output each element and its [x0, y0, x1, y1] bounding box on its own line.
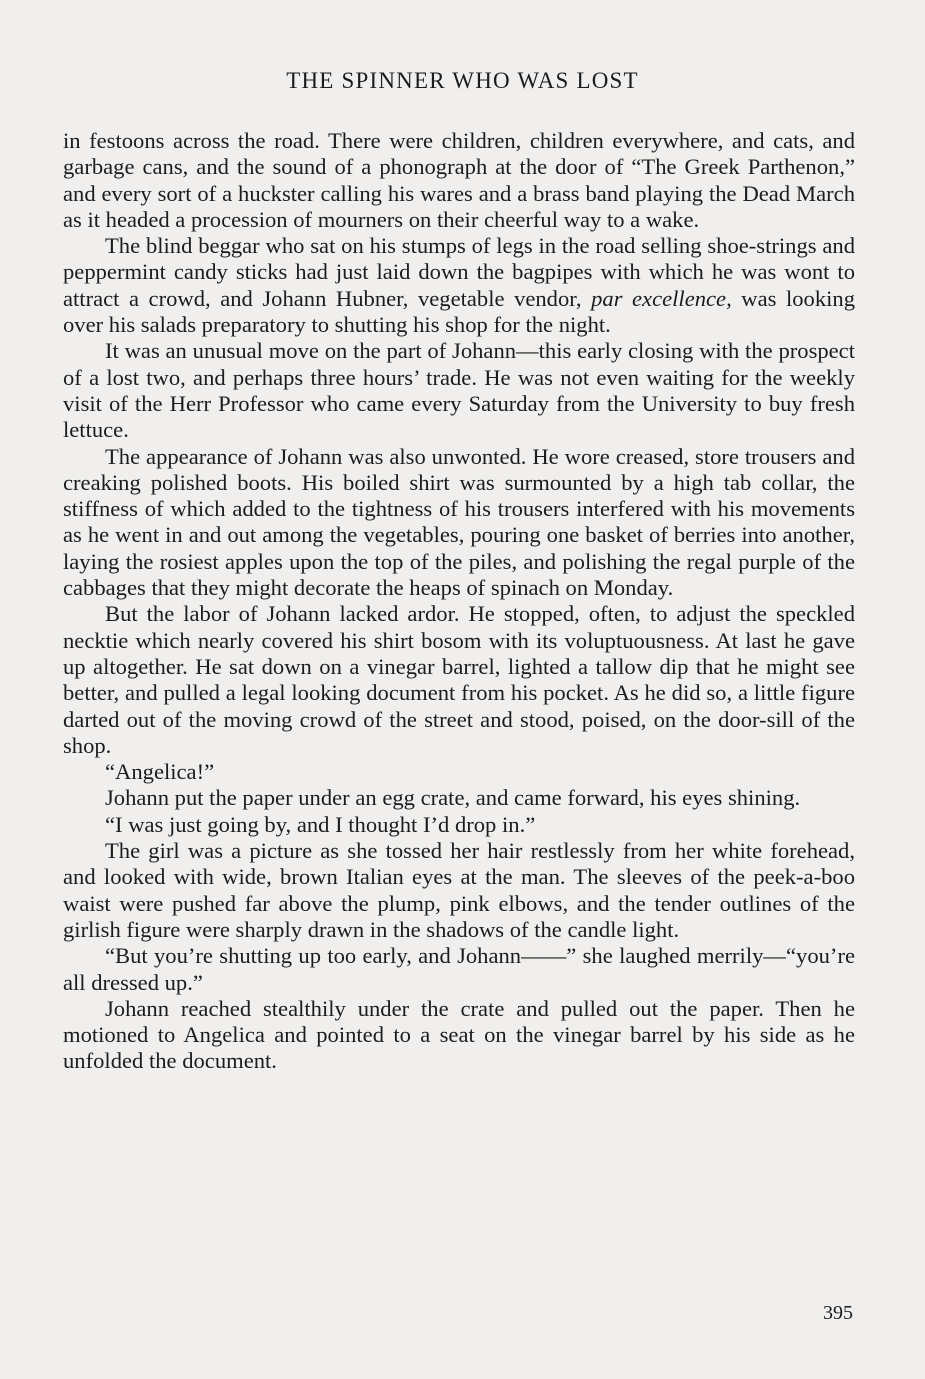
paragraph: But the labor of Johann lacked ardor. He stopped, often, to adjust the speckled necktie which nearly covered his shirt bosom with its voluptuousness. At last he gave up altogether. He sat down on a vinegar barrel, lighted a tallow dip that he might see better, and pulled a legal looking document from his pocket. As he did so, a little figure darted out of the moving crowd of the street and stood, poised, on the door-sill of the shop.	[63, 601, 855, 758]
page-number: 395	[823, 1302, 853, 1324]
paragraph-text: The blind beggar who sat on his stumps of legs in the road selling shoe-strings and peppermint candy sticks had just laid down the bagpipes with which he was wont to attract a crowd, and Johann Hubner, vegetable vendor,	[63, 233, 855, 311]
paragraph: The girl was a picture as she tossed her hair restlessly from her white forehead, and looked with wide, brown Italian eyes at the man. The sleeves of the peek-a-boo waist were pushed far above the plump, pink elbows, and the tender outlines of the girlish figure were sharply drawn in the shadows of the candle light.	[63, 838, 855, 942]
paragraph: It was an unusual move on the part of Johann—this early closing with the prospect of a lost two, and perhaps three hours’ trade. He was not even waiting for the weekly visit of the Herr Professor who came every Saturday from the University to buy fresh lettuce.	[63, 338, 855, 443]
paragraph: Johann reached stealthily under the crate and pulled out the paper. Then he motioned to Angelica and pointed to a seat on the vinegar barrel by his side as he unfolded the document.	[63, 995, 855, 1074]
paragraph: “Angelica!”	[105, 759, 215, 785]
paragraph-text: was looking over his salads preparatory to shutting his shop for the night.	[63, 285, 855, 338]
body-text	[63, 128, 855, 1075]
paragraph: in festoons across the road. There were children, children everywhere, and cats, and garbage cans, and the sound of a phonograph at the door of “The Greek Parthenon,” and every sort of a huckster calling his wares and a brass band playing the Dead March as it headed a procession of mourners on their cheerful way to a wake.	[63, 128, 855, 232]
paragraph	[63, 233, 855, 338]
running-head: THE SPINNER WHO WAS LOST	[286, 68, 639, 93]
paragraph: “But you’re shutting up too early, and Johann——” she laughed merrily—“you’re all dressed up.”	[63, 943, 855, 995]
italic-phrase: par excellence,	[591, 285, 732, 311]
paragraph: The appearance of Johann was also unwonted. He wore creased, store trousers and creaking polished boots. His boiled shirt was surmounted by a high tab collar, the stiffness of which added to the tightness of his trousers interfered with his movements as he went in and out among the vegetables, pouring one basket of berries into another, laying the rosiest apples upon the top of the piles, and polishing the regal purple of the cabbages that they might decorate the heaps of spinach on Monday.	[63, 443, 855, 601]
paragraph: Johann put the paper under an egg crate, and came forward, his eyes shining.	[105, 785, 801, 811]
paragraph: “I was just going by, and I thought I’d drop in.”	[105, 811, 536, 837]
